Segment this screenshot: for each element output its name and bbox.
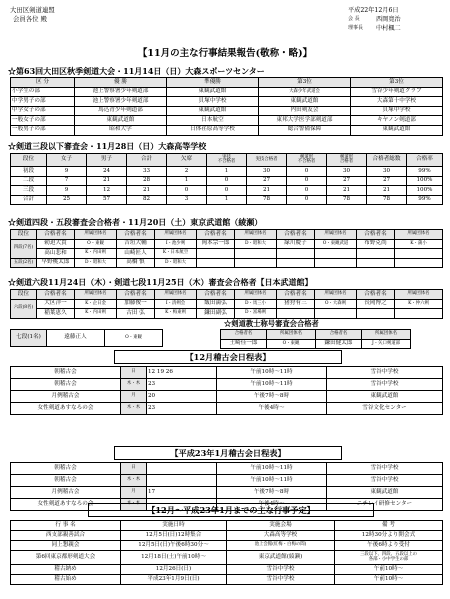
passer-club: D・富場剣 — [235, 309, 277, 319]
table-cell: 99% — [407, 167, 443, 177]
column-header: 段位 — [11, 230, 37, 240]
table-cell: 東観武道館 — [167, 87, 259, 97]
table-row — [11, 249, 443, 259]
passer-name: 土崎佳一郎 — [221, 339, 267, 349]
table-row — [11, 125, 443, 135]
table-cell: 月 — [121, 391, 147, 403]
table-cell: 女性剣道あすなろの会 — [11, 403, 121, 415]
column-header: 合格者名 — [277, 290, 315, 300]
schedule-row — [11, 403, 443, 415]
passer-club: Ⅰ・清剣会 — [155, 299, 197, 309]
table-cell: 午後4時～ — [217, 499, 327, 511]
table-cell: 30 — [367, 167, 407, 177]
column-header: 合格者名 — [37, 290, 75, 300]
schedule-row — [11, 391, 443, 403]
table-cell: 1 — [167, 176, 207, 186]
schedule-row — [11, 487, 443, 499]
passer-name: 岡本宗一郎 — [197, 239, 235, 249]
passer-club: K・梅東剣 — [155, 309, 197, 319]
table-cell: 21 — [367, 186, 407, 196]
passer-club: Ⅰ・池少剣 — [155, 239, 197, 249]
table-cell: 月例稽古会 — [11, 391, 121, 403]
table-cell: 午前10時～11時 — [217, 379, 327, 391]
event-row — [11, 565, 443, 575]
table-cell: 28 — [127, 176, 167, 186]
header-row — [221, 330, 411, 340]
passer-name: 稲葉恵久 — [37, 309, 75, 319]
schedule-row — [11, 475, 443, 487]
table-cell: 0 — [287, 167, 327, 177]
table-cell: 第6回東京都形剣道大会 — [11, 551, 121, 565]
table-cell: 月例稽古会 — [11, 487, 121, 499]
column-header: 合格者名 — [197, 290, 235, 300]
column-header: 所属団体名 — [155, 290, 197, 300]
table-cell: 木・木 — [121, 403, 147, 415]
table-cell: 貝塚中学校 — [351, 106, 443, 116]
grade-label: 五段(2名) — [11, 258, 37, 268]
passer-name: 布野克尚 — [357, 239, 395, 249]
grade-label: 七段(1名) — [11, 330, 47, 347]
table-row — [11, 167, 443, 177]
table-cell: 小学生の部 — [11, 87, 75, 97]
section-title: ☆剣道三段以下審査会・11月28日（日）大森高等学校 — [8, 141, 207, 151]
column-header: 所属団体名 — [362, 330, 411, 340]
empty-cell — [235, 258, 277, 268]
table-cell: ニチレイ研修センター — [327, 499, 443, 511]
table-cell: 33 — [127, 167, 167, 177]
column-header: 合格者名 — [316, 330, 362, 340]
grade-label: 四段(7名) — [11, 239, 37, 258]
table-cell: 初段 — [11, 167, 47, 177]
table-cell: 朝稽古会 — [11, 463, 121, 475]
main-title: 【11月の主な行事結果報告(敬称・略)】 — [137, 48, 313, 59]
column-header: 合格者名 — [277, 230, 315, 240]
table-cell: 午前10時～ — [335, 565, 443, 575]
table-cell: 大森高等学校 — [227, 531, 335, 541]
column-header: 実技 不合格者 — [207, 154, 247, 167]
schedule-row — [11, 463, 443, 475]
passer-name: 高山悲和 — [37, 249, 75, 259]
table-cell: 中学男子の部 — [11, 97, 75, 107]
table-cell: 雪谷中学校 — [327, 475, 443, 487]
table-cell: 0 — [287, 195, 327, 205]
column-header: 欠席 — [167, 154, 207, 167]
column-header: 女子 — [47, 154, 87, 167]
table-row — [11, 258, 443, 268]
empty-cell — [357, 309, 395, 319]
table-cell — [147, 475, 217, 487]
column-header: 所属団体名 — [75, 290, 117, 300]
table-cell: 99% — [407, 195, 443, 205]
column-header: 男子 — [87, 154, 127, 167]
table-cell: 日 — [121, 463, 147, 475]
january-schedule-heading: 【平成23年1月稽古会日程表】 — [114, 446, 342, 460]
table-cell: 21 — [127, 186, 167, 196]
table-cell: 朝稽古会 — [11, 475, 121, 487]
passer-club: K・蒲小 — [395, 239, 443, 249]
table-cell: 雪谷中学校 — [327, 379, 443, 391]
column-header: 合計 — [127, 154, 167, 167]
table-cell: 池上警察署少年剣道部 — [75, 97, 167, 107]
table-cell: 東観武道館 — [167, 106, 259, 116]
table-cell: 12月5日(日)午後6時30分～ — [121, 541, 227, 551]
table-cell: 日体荏原高等学校 — [167, 125, 259, 135]
table-cell: 木・木 — [121, 379, 147, 391]
table-cell: 78 — [367, 195, 407, 205]
table-cell: 一般女子の部 — [11, 116, 75, 126]
table-cell: 午後4時～ — [217, 403, 327, 415]
table-cell: 100% — [407, 186, 443, 196]
table-cell: 総合警備保障 — [259, 125, 351, 135]
table-cell: 貝塚中学校 — [167, 97, 259, 107]
table-row — [11, 116, 443, 126]
table-cell: 12月26日(日) — [121, 565, 227, 575]
empty-cell — [277, 249, 315, 259]
table-cell: 東観武道館 — [351, 125, 443, 135]
column-header: 合格者名 — [37, 230, 75, 240]
passer-name: 長岡博之 — [357, 299, 395, 309]
table-row — [11, 176, 443, 186]
section-title: ☆剣道四段・五段審査会合格者・11月20日（土）東京武道館（綾瀬） — [8, 217, 263, 227]
passer-club: O・東観 — [267, 339, 316, 349]
column-header: 段位 — [11, 154, 47, 167]
table-row — [11, 195, 443, 205]
passer-name: 鎌田副弘 — [197, 309, 235, 319]
passer-name: 鎌田健太郎 — [316, 339, 362, 349]
table-cell: 0 — [207, 176, 247, 186]
table-cell: 月 — [121, 487, 147, 499]
column-header: 備 考 — [335, 521, 443, 531]
table-cell: 雪谷中学校 — [327, 463, 443, 475]
table-cell: 木・木 — [121, 475, 147, 487]
passer-name: 加藤俊一 — [117, 299, 155, 309]
passer-name: 勅迫大貴 — [37, 239, 75, 249]
table-cell: 午前10時～ — [335, 575, 443, 585]
section-title: ☆第63回大田区秋季剣道大会・11月14日（日）大森スポーツセンター — [8, 66, 265, 76]
column-header: 所属団体名 — [395, 290, 443, 300]
table-cell: 27 — [327, 176, 367, 186]
event-row — [11, 541, 443, 551]
column-header: 所属団体名 — [235, 230, 277, 240]
passer-club: K・内田剣 — [75, 309, 117, 319]
tournament-table — [10, 77, 443, 136]
table-cell: 午前10時～11時 — [217, 475, 327, 487]
table-cell: 7 — [47, 176, 87, 186]
table-cell: 池上警察署少年剣道部 — [75, 87, 167, 97]
passers-7-table — [10, 329, 163, 347]
column-header: 優 勝 — [75, 78, 167, 88]
empty-cell — [395, 249, 443, 259]
column-header: 合格者名 — [197, 230, 235, 240]
empty-cell — [197, 258, 235, 268]
header-row — [11, 78, 443, 88]
table-cell: 午前10時～11時 — [217, 463, 327, 475]
header-row — [11, 230, 443, 240]
table-cell: 20 — [147, 391, 217, 403]
table-cell: 1 — [207, 167, 247, 177]
empty-cell — [357, 249, 395, 259]
events-heading: 【12月～平成23年1月までの主な行事予定】 — [88, 503, 374, 517]
schedule-row — [11, 379, 443, 391]
table-row — [11, 97, 443, 107]
passer-name: 吉垣大輔 — [117, 239, 155, 249]
column-header: 所属団体名 — [75, 230, 117, 240]
passers-6-7-table — [10, 289, 443, 319]
table-cell: 東邦大学医学部剣道部 — [259, 116, 351, 126]
table-cell: 三段 — [11, 186, 47, 196]
table-cell: 27 — [367, 176, 407, 186]
table-cell: 稽古始め — [11, 575, 121, 585]
column-header: 合格者名 — [221, 330, 267, 340]
december-schedule-heading: 【12月稽古会日程表】 — [114, 350, 342, 364]
passer-name: 猪狩有三 — [277, 299, 315, 309]
passer-club: O・東観 — [75, 239, 117, 249]
table-cell: 午後7時～8時 — [217, 391, 327, 403]
column-header: 所属団体名 — [267, 330, 316, 340]
passer-club: D・馬三小 — [235, 299, 277, 309]
passer-name: 早野桃太郎 — [37, 258, 75, 268]
table-cell: 稽古納め — [11, 565, 121, 575]
header-left — [10, 6, 55, 24]
table-cell: 雪谷中学校 — [227, 565, 335, 575]
passer-name: 飯田満弘 — [197, 299, 235, 309]
passer-club: D・昭和大 — [235, 239, 277, 249]
sig-title: 会 長 — [348, 16, 360, 22]
table-cell: 三段以下、四段、五段以上の 各部・小中学生の部 — [335, 551, 443, 565]
table-cell: 23 — [147, 403, 217, 415]
column-header: 段位 — [11, 290, 37, 300]
empty-cell — [395, 258, 443, 268]
sender: 大田区剣道連盟 — [10, 6, 55, 14]
passer-name: 高橋 慎 — [117, 258, 155, 268]
header-row — [11, 521, 443, 531]
table-cell: 21 — [87, 176, 127, 186]
table-cell: 12時30分より開会式 — [335, 531, 443, 541]
table-cell: 17 — [147, 487, 217, 499]
sig-name: 中村楓二 — [376, 25, 401, 32]
column-header: 実技合格者 — [247, 154, 287, 167]
table-cell: 昭和大学 — [75, 125, 167, 135]
column-header: 第3位 — [259, 78, 351, 88]
table-cell: 9 — [47, 167, 87, 177]
section-title: ☆剣道教士称号審査会合格者 — [224, 319, 319, 328]
table-cell: 二段 — [11, 176, 47, 186]
table-cell: 9 — [47, 186, 87, 196]
table-cell: 同上懇親会 — [11, 541, 121, 551]
passer-club: K・内田剣 — [75, 249, 117, 259]
table-cell: 東観武道館 — [327, 391, 443, 403]
kyoshi-table — [220, 329, 411, 349]
column-header: 実施会場 — [227, 521, 335, 531]
empty-cell — [277, 258, 315, 268]
table-row — [11, 239, 443, 249]
table-row — [11, 309, 443, 319]
table-cell: 東京武道館(綾瀬) — [227, 551, 335, 565]
table-cell: 日本航空 — [167, 116, 259, 126]
empty-cell — [395, 309, 443, 319]
column-header: 合格者名 — [117, 290, 155, 300]
table-cell: 23 — [147, 379, 217, 391]
table-cell: 一般男子の部 — [11, 125, 75, 135]
table-cell: 0 — [287, 176, 327, 186]
empty-cell — [357, 258, 395, 268]
table-cell: 12月5日(日)12時集合 — [121, 531, 227, 541]
passer-club: K・日本航空 — [155, 249, 197, 259]
empty-cell — [277, 309, 315, 319]
table-cell: 東観武道館 — [327, 487, 443, 499]
table-cell: 0 — [167, 186, 207, 196]
table-cell: 朝稽古会 — [11, 367, 121, 379]
sig-name: 西岡寛治 — [376, 16, 401, 23]
passer-club: K・仲六剣 — [395, 299, 443, 309]
table-cell: 25 — [47, 195, 87, 205]
grade-label: 六段(8名) — [11, 299, 37, 318]
column-header: 合格者名 — [117, 230, 155, 240]
date: 平成22年12月6日 — [348, 7, 399, 14]
passer-club: D・昭和大 — [75, 258, 117, 268]
table-row — [11, 299, 443, 309]
passers-4-5-table — [10, 229, 443, 268]
table-row — [11, 186, 443, 196]
table-cell: 午前10時～11時 — [217, 367, 327, 379]
column-header: 合格者総数 — [367, 154, 407, 167]
table-cell: 池上会館(紅梅・白梅の間) — [227, 541, 335, 551]
sig-title: 理事長 — [348, 25, 364, 31]
table-cell: 大森第十中学校 — [351, 97, 443, 107]
column-header: 合格率 — [407, 154, 443, 167]
table-cell: 82 — [127, 195, 167, 205]
column-header: 合格者名 — [357, 230, 395, 240]
table-cell: 12 — [87, 186, 127, 196]
column-header: 所属団体名 — [315, 290, 357, 300]
table-cell: 西支部親善試合 — [11, 531, 121, 541]
table-cell: 雪谷文化センター — [327, 403, 443, 415]
table-cell: 内田剣友会 — [259, 106, 351, 116]
table-cell: 12 19 26 — [147, 367, 217, 379]
table-cell: 0 — [287, 186, 327, 196]
table-cell: 朝稽古会 — [11, 379, 121, 391]
table-cell: 100% — [407, 176, 443, 186]
table-cell: 大森少年武道会 — [259, 87, 351, 97]
passer-club: J・矢口剣道部 — [362, 339, 411, 349]
table-cell: 馬込青少年剣道部 — [75, 106, 167, 116]
table-cell — [147, 463, 217, 475]
table-cell: 24 — [87, 167, 127, 177]
table-cell: 78 — [247, 195, 287, 205]
table-cell: 57 — [87, 195, 127, 205]
empty-cell — [315, 309, 357, 319]
table-cell: 3 — [167, 195, 207, 205]
column-header: 区 分 — [11, 78, 75, 88]
table-cell: キヤノン剣道部 — [351, 116, 443, 126]
column-header: 所属団体名 — [315, 230, 357, 240]
table-cell: 女性剣道あすなろの会 — [11, 499, 121, 511]
column-header: 実施日時 — [121, 521, 227, 531]
passer-name: 緑川慶子 — [277, 239, 315, 249]
column-header: 準優勝 — [167, 78, 259, 88]
table-cell: 21 — [327, 186, 367, 196]
column-header: 行 事 名 — [11, 521, 121, 531]
passer-club: D・昭和大 — [155, 258, 197, 268]
schedule-row — [11, 367, 443, 379]
recipient: 会員各位 殿 — [13, 15, 47, 23]
passer-club: K・企日金 — [75, 299, 117, 309]
table-cell: 合計 — [11, 195, 47, 205]
table-cell: 東観武道館 — [259, 97, 351, 107]
table-cell: 30 — [327, 167, 367, 177]
table-cell: 雪谷中学校 — [227, 575, 335, 585]
table-row — [11, 87, 443, 97]
column-header: 第3位 — [351, 78, 443, 88]
table-cell: 2 — [167, 167, 207, 177]
table-cell: 中学女子の部 — [11, 106, 75, 116]
event-row — [11, 575, 443, 585]
column-header: 合格者名 — [357, 290, 395, 300]
event-row — [11, 531, 443, 541]
empty-cell — [235, 249, 277, 259]
december-schedule-table — [10, 366, 443, 415]
table-cell: 30 — [247, 167, 287, 177]
empty-cell — [197, 249, 235, 259]
table-cell: 雪谷少年剣道クラブ — [351, 87, 443, 97]
table-cell: 平成23年1月9日(日) — [121, 575, 227, 585]
table-cell: 日 — [121, 367, 147, 379]
table-cell: 木・木 — [121, 499, 147, 511]
column-header: 剣道形 合格者 — [327, 154, 367, 167]
exam-results-table — [10, 153, 443, 205]
header-right — [348, 6, 401, 33]
empty-cell — [315, 258, 357, 268]
table-cell: 0 — [207, 186, 247, 196]
column-header: 所属団体名 — [155, 230, 197, 240]
passer-name: 古田 弘 — [117, 309, 155, 319]
table-cell: 78 — [327, 195, 367, 205]
column-header: 剣道形 不合格者 — [287, 154, 327, 167]
column-header: 所属団体名 — [395, 230, 443, 240]
empty-cell — [315, 249, 357, 259]
section-title: ☆剣道六段11月24日（木）・剣道七段11月25日（木）審査会合格者【日本武道館】 — [8, 277, 313, 287]
table-cell: 午後6時より受付 — [335, 541, 443, 551]
column-header: 所属団体名 — [235, 290, 277, 300]
header-row — [11, 154, 443, 167]
passer-name: 山崎匠人 — [117, 249, 155, 259]
table-cell: 27 — [247, 176, 287, 186]
passer-name: 遠藤正人 — [47, 330, 105, 347]
table-row — [11, 106, 443, 116]
table-cell: 雪谷中学校 — [327, 367, 443, 379]
table-row — [221, 339, 411, 349]
events-table — [10, 520, 443, 585]
table-cell: 午後7時～8時 — [217, 487, 327, 499]
table-cell: 1 — [207, 195, 247, 205]
header-row — [11, 290, 443, 300]
passer-club: O・東観武道 — [315, 239, 357, 249]
table-cell: 12月18日(土)午前10時～ — [121, 551, 227, 565]
table-cell: 21 — [247, 186, 287, 196]
passer-club: O・大森剣 — [315, 299, 357, 309]
passer-name: 大区洋一 — [37, 299, 75, 309]
table-cell: 東観武道館 — [75, 116, 167, 126]
event-row — [11, 551, 443, 565]
passer-club: O・東観 — [105, 330, 163, 347]
